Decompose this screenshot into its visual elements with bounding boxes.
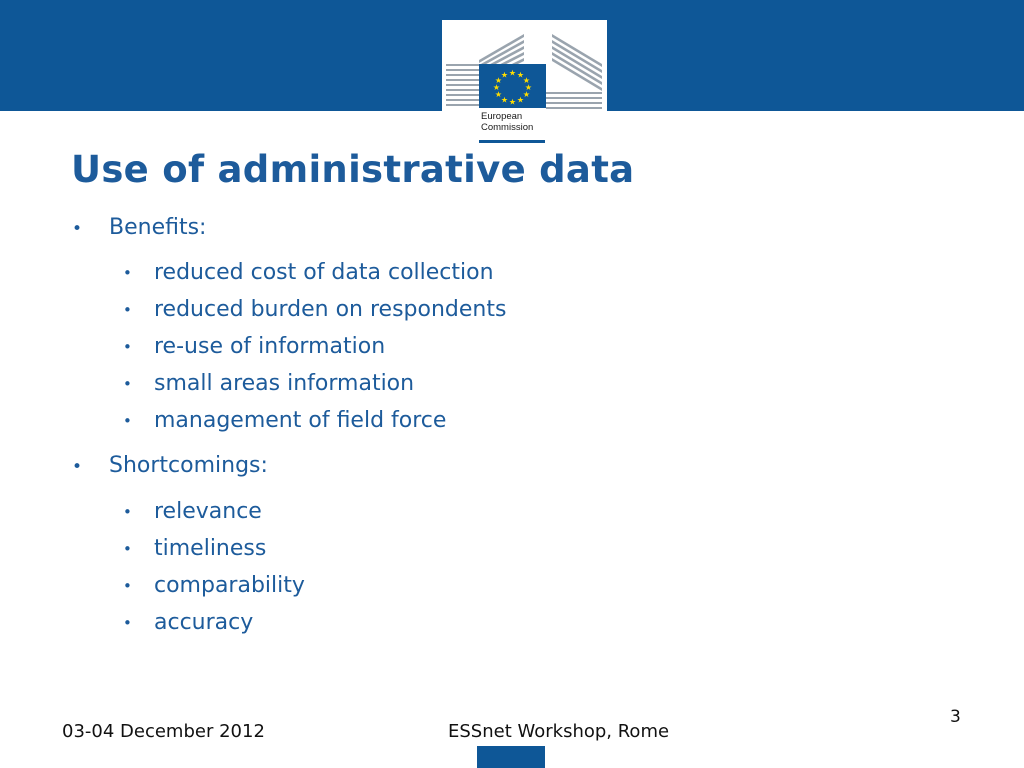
- svg-text:★: ★: [494, 90, 503, 99]
- svg-text:★: ★: [494, 76, 503, 85]
- bullet-dot: •: [72, 457, 83, 477]
- footer-event: ESSnet Workshop, Rome: [448, 721, 670, 742]
- logo-line-european: European: [481, 111, 523, 122]
- svg-text:★: ★: [522, 90, 531, 99]
- svg-text:★: ★: [522, 76, 531, 85]
- list-item: small areas information: [154, 371, 415, 396]
- bullet-dot: •: [123, 375, 132, 393]
- list-item: comparability: [154, 573, 305, 598]
- svg-text:★: ★: [516, 95, 525, 105]
- section-label-benefits: Benefits:: [109, 215, 207, 240]
- list-item: re-use of information: [154, 334, 386, 359]
- bullet-dot: •: [123, 503, 132, 521]
- svg-text:★: ★: [500, 95, 509, 105]
- footer-accent-bar: [477, 746, 545, 768]
- bullet-dot: •: [123, 614, 132, 632]
- list-item: relevance: [154, 499, 262, 524]
- svg-text:★: ★: [516, 70, 525, 80]
- list-item: reduced cost of data collection: [154, 260, 494, 285]
- footer-date: 03-04 December 2012: [62, 721, 265, 742]
- list-item: accuracy: [154, 610, 254, 635]
- svg-text:★: ★: [492, 83, 501, 92]
- svg-text:★: ★: [508, 97, 517, 107]
- bullet-dot: •: [123, 412, 132, 430]
- list-item: reduced burden on respondents: [154, 297, 507, 322]
- bullet-dot: •: [123, 264, 132, 282]
- bullet-dot: •: [123, 338, 132, 356]
- section-label-shortcomings: Shortcomings:: [109, 453, 268, 478]
- page-number: 3: [950, 707, 961, 727]
- bullet-dot: •: [123, 540, 132, 558]
- svg-text:★: ★: [508, 68, 517, 78]
- svg-text:★: ★: [524, 83, 533, 92]
- slide-title: Use of administrative data: [71, 148, 635, 191]
- logo-line-commission: Commission: [481, 122, 534, 133]
- svg-text:★: ★: [500, 70, 509, 80]
- list-item: timeliness: [154, 536, 267, 561]
- bullet-dot: •: [123, 301, 132, 319]
- bullet-dot: •: [72, 219, 83, 239]
- bullet-dot: •: [123, 577, 132, 595]
- list-item: management of field force: [154, 408, 447, 433]
